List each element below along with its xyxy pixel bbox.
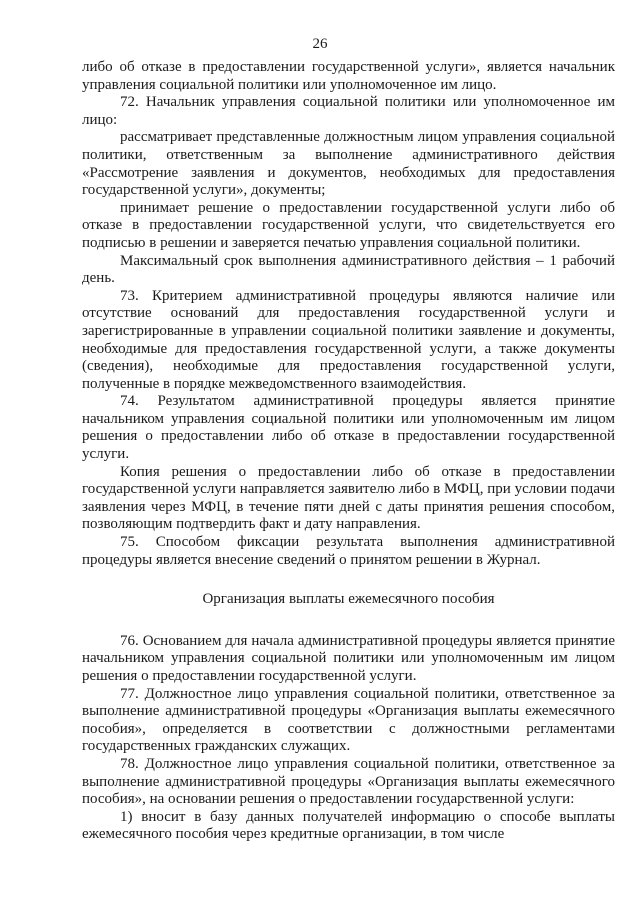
text-block-top [82, 59, 615, 569]
page-number: 26 [312, 36, 328, 52]
paragraph: 1) вносит в базу данных получателей информацию о способе выплаты ежемесячного пособия через кредитные организации, в том числе [82, 808, 615, 843]
paragraph: либо об отказе в предоставлении государственной услуги», является начальник управления социальной политики или уполномоченное им лицо. [82, 59, 615, 93]
paragraph: рассматривает представленные должностным лицом управления социальной политики, ответственным за выполнение административного действия «Рассмотрение заявления и документов, необходимых для предоставления государственной услуги», документы; [82, 129, 615, 199]
paragraph: 77. Должностное лицо управления социальной политики, ответственное за выполнение административной процедуры «Организация выплаты ежемесячного пособия», определяется в соответствии с должностными регламентами государственных гражданских служащих. [82, 685, 615, 755]
paragraph: 73. Критерием административной процедуры являются наличие или отсутствие оснований для предоставления государственной услуги и зарегистрированные в управлении социальной политики заявление и документы, необходимые для предоставления государственной услуги, а также документы (сведения), необходимые для предоставления государственной услуги, полученные в порядке межведомственного взаимодействия. [82, 287, 615, 392]
paragraph: 76. Основанием для начала административной процедуры является принятие начальником управления социальной политики или уполномоченным им лицом решения о предоставлении государственной услуги. [82, 632, 615, 684]
paragraph: 78. Должностное лицо управления социальной политики, ответственное за выполнение административной процедуры «Организация выплаты ежемесячного пособия», на основании решения о предоставлении государственной услуги: [82, 755, 615, 808]
paragraph: 72. Начальник управления социальной политики или уполномоченное им лицо: [82, 94, 615, 128]
paragraph: Копия решения о предоставлении либо об отказе в предоставлении государственной услуги направляется заявителю либо в МФЦ, при условии подачи заявления через МФЦ, в течение пяти дней с даты принятия решения способом, позволяющим подтвердить факт и дату направления. [82, 463, 615, 533]
paragraph: 75. Способом фиксации результата выполнения административной процедуры является внесение сведений о принятом решении в Журнал. [82, 534, 615, 568]
section-heading: Организация выплаты ежемесячного пособия [202, 591, 495, 608]
text-block-bottom [82, 633, 615, 844]
paragraph: принимает решение о предоставлении государственной услуги либо об отказе в предоставлении государственной услуги, что свидетельствуется его подписью в решении и заверяется печатью управления социальной политики. [82, 199, 615, 251]
document-body [82, 59, 615, 844]
paragraph: 74. Результатом административной процедуры является принятие начальником управления социальной политики или уполномоченным им лицом решения о предоставлении либо об отказе в предоставлении государственной услуги. [82, 393, 615, 463]
paragraph: Максимальный срок выполнения административного действия – 1 рабочий день. [82, 252, 615, 287]
